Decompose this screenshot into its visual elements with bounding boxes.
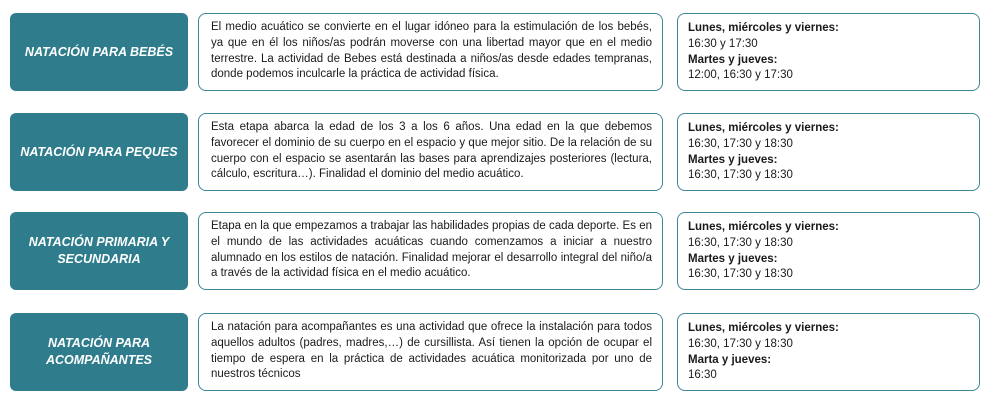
activity-description-box (198, 313, 663, 391)
activity-description: La natación para acompañantes es una actividad que ofrece la instalación para todos aquellos adultos (padres, madres,…) de cursillista. Así tienen la opción de ocupar el tiempo de espera en la práctica de actividades acuática monitorizada por uno de nuestros técnicos (211, 321, 652, 381)
schedule-times: 16:30, 17:30 y 18:30 (688, 236, 793, 249)
activity-title: NATACIÓN PRIMARIA Y SECUNDARIA (28, 235, 170, 266)
schedule-days-label: Martes y jueves: (688, 153, 778, 166)
schedule-days-label: Lunes, miércoles y viernes: (688, 122, 839, 134)
activity-title-box (10, 113, 188, 191)
schedule-days-label: Lunes, miércoles y viernes: (688, 22, 839, 34)
activity-description: Etapa en la que empezamos a trabajar las habilidades propias de cada deporte. Es en el mundo de las actividades acuáticas cuando comenzamos a iniciar a nuestro alumnado en los estilos de natación. Finalidad mejorar el desarrollo integral del niño/a a través de la actividad física en el medio acuático. (211, 220, 652, 280)
schedule-days-label: Lunes, miércoles y viernes: (688, 322, 839, 334)
schedule-days-label: Lunes, miércoles y viernes: (688, 221, 839, 233)
schedule-days-label: Marta y jueves: (688, 353, 772, 366)
activity-title-box (10, 212, 188, 290)
schedule-days-label: Martes y jueves: (688, 53, 778, 66)
activity-description-box (198, 113, 663, 191)
activity-title-box (10, 13, 188, 91)
activity-schedule-box (677, 212, 980, 290)
activity-description-box (198, 13, 663, 91)
activity-description: Esta etapa abarca la edad de los 3 a los 6 años. Una edad en la que debemos favorecer el dominio de su cuerpo en el espacio y que mejor sitio. De la relación de su cuerpo con el espacio se asentarán las bases para aprendizajes posteriores (lectura, cálculo, escritura…). Finalidad el dominio del medio acuático. (211, 121, 652, 181)
activity-title: NATACIÓN PARA ACOMPAÑANTES (45, 336, 153, 367)
activity-description: El medio acuático se convierte en el lugar idóneo para la estimulación de los bebés, ya que en él los niños/as podrán moverse con una libertad mayor que en el medio terrestre. La actividad de Bebes está destinada a niños/as desde edades tempranas, donde podemos inculcarle la práctica de actividad física. (211, 21, 652, 81)
schedule-times: 12:00, 16:30 y 17:30 (688, 69, 793, 82)
activity-schedule-box (677, 113, 980, 191)
activity-title: NATACIÓN PARA PEQUES (20, 144, 178, 159)
activity-schedule-box (677, 13, 980, 91)
schedule-days-label: Martes y jueves: (688, 252, 778, 265)
schedule-times: 16:30, 17:30 y 18:30 (688, 137, 793, 150)
schedule-times: 16:30, 17:30 y 18:30 (688, 337, 793, 350)
schedule-times: 16:30 y 17:30 (688, 37, 758, 50)
activity-schedule-box (677, 313, 980, 391)
activity-description-box (198, 212, 663, 290)
activity-title-box (10, 313, 188, 391)
activity-title: NATACIÓN PARA BEBÉS (24, 44, 174, 59)
schedule-times: 16:30 (688, 369, 717, 382)
schedule-times: 16:30, 17:30 y 18:30 (688, 268, 793, 281)
schedule-times: 16:30, 17:30 y 18:30 (688, 169, 793, 182)
